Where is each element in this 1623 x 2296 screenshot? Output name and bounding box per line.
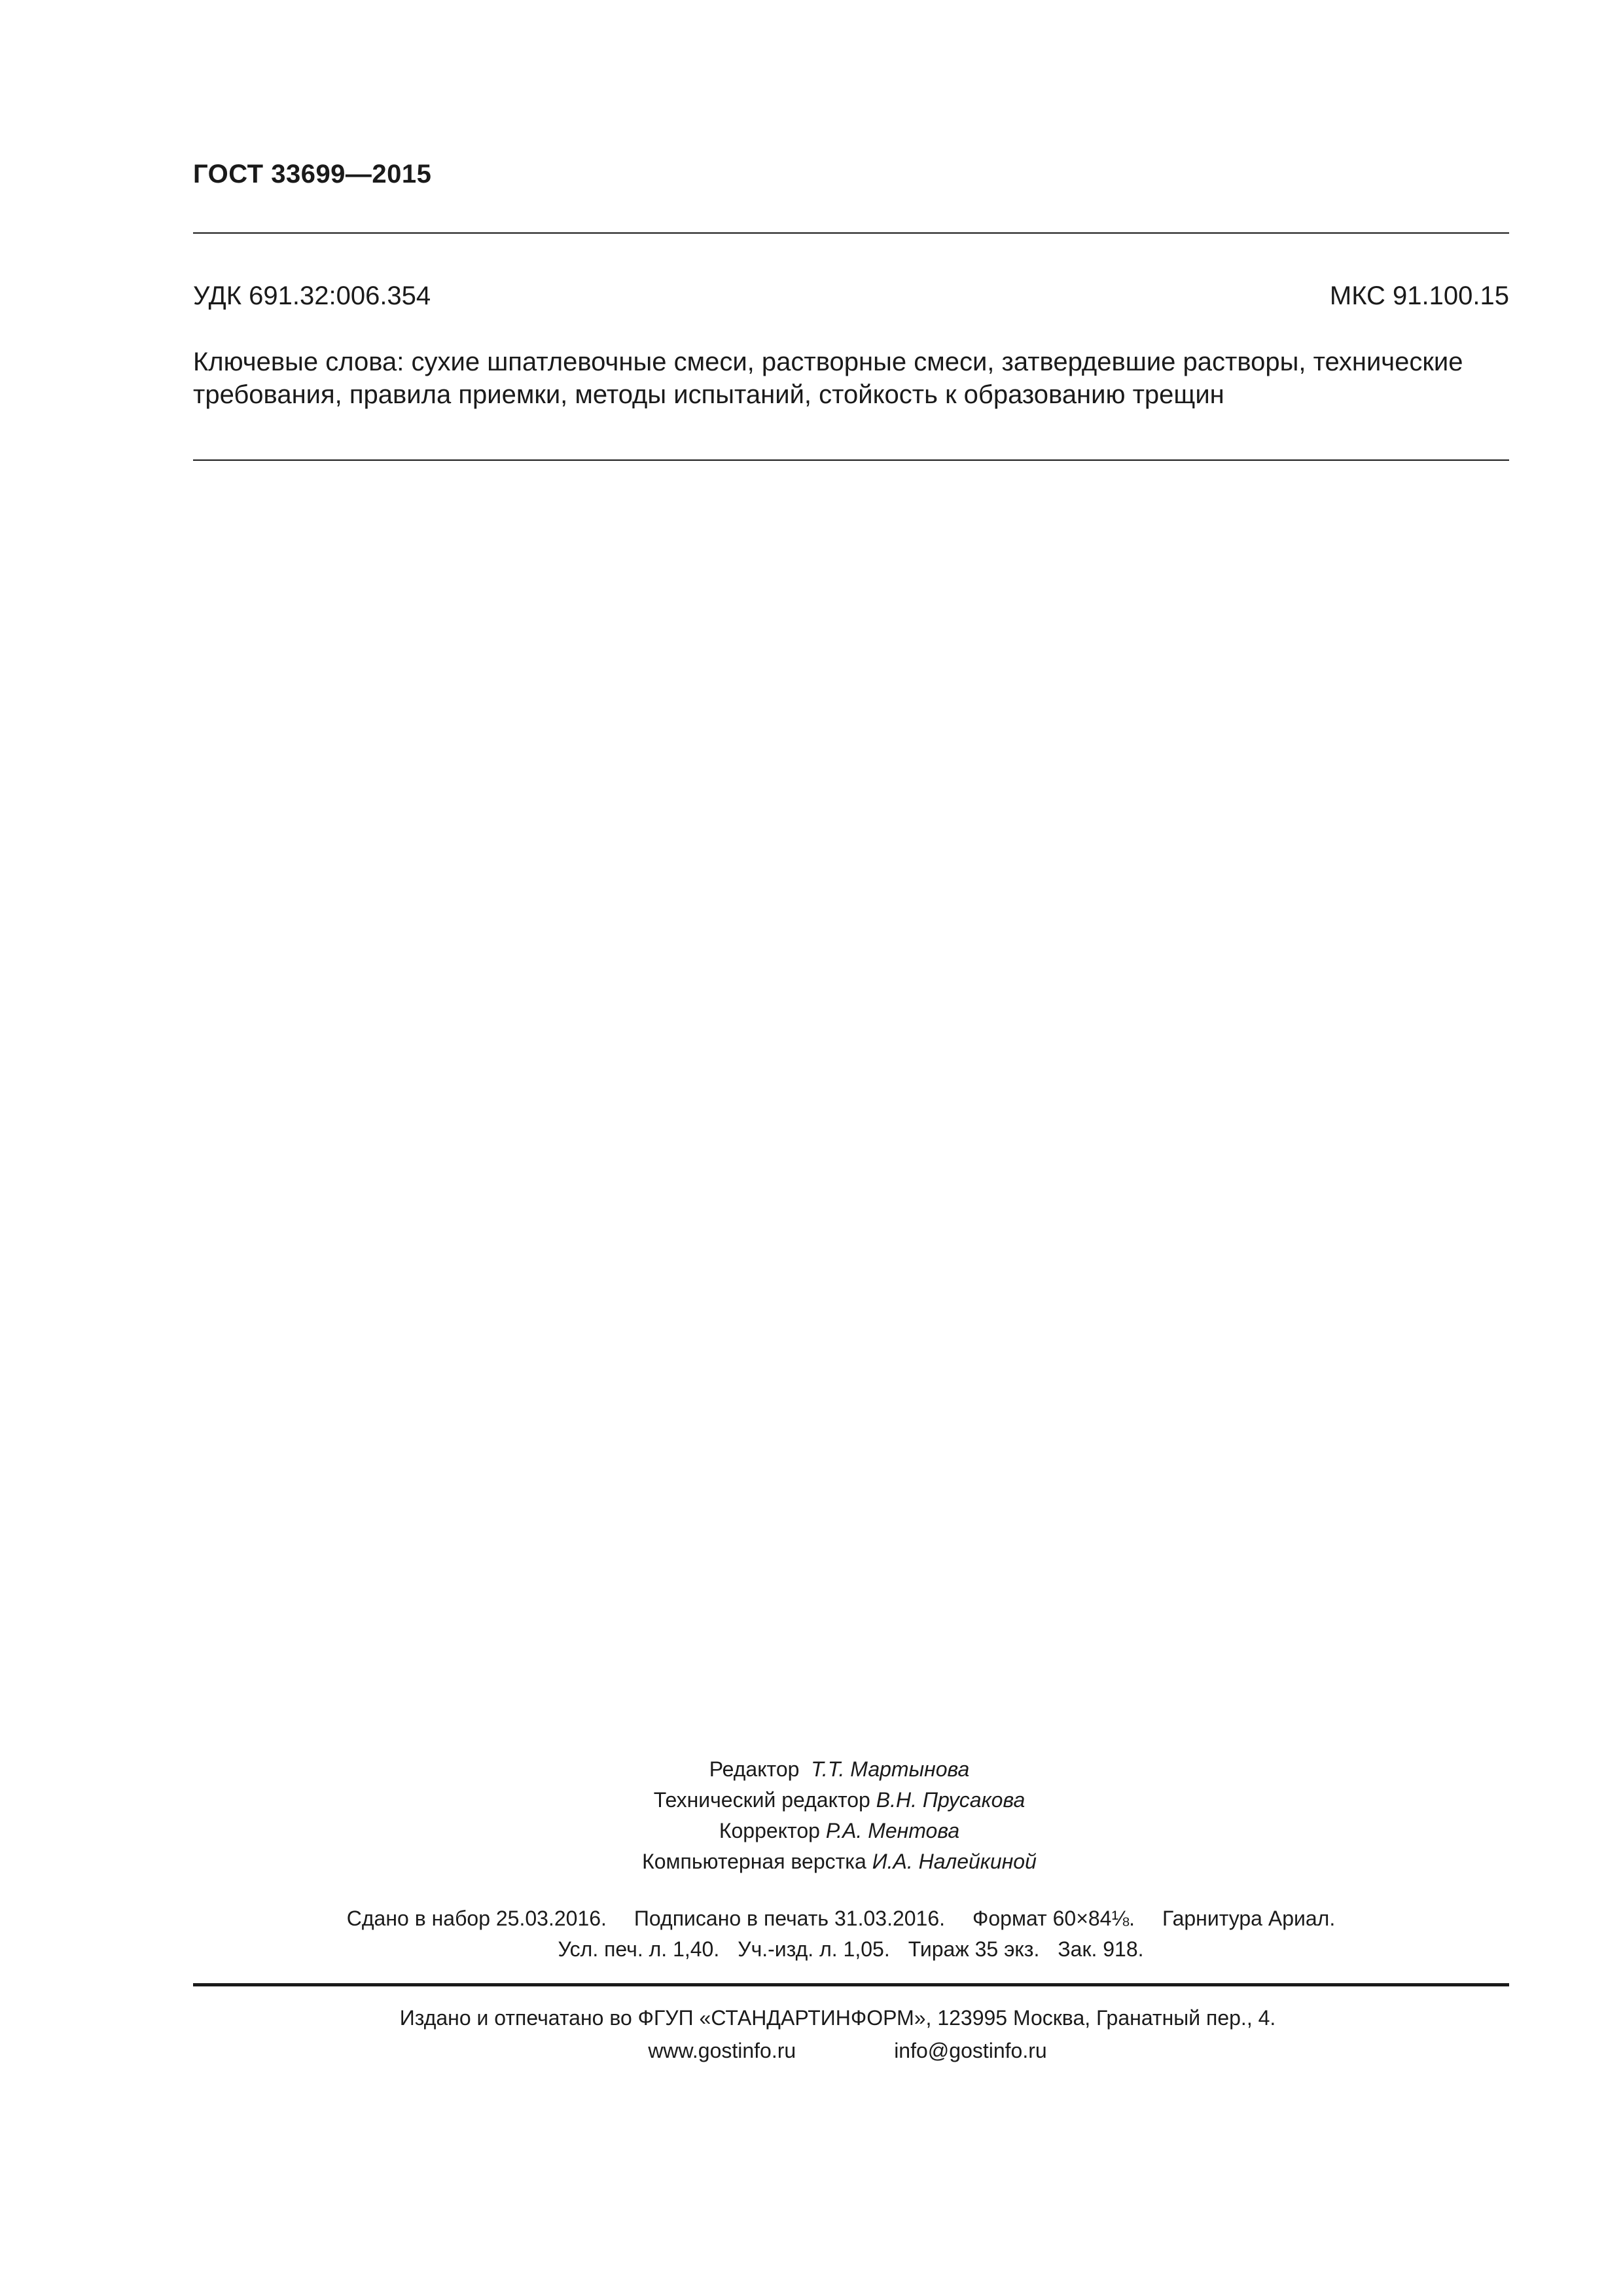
publisher-contacts [0,2034,1623,2067]
publisher-sheets: Уч.-изд. л. 1,05. [738,1937,890,1961]
footer-divider [193,1983,1509,1986]
printed-sheets: Усл. печ. л. 1,40. [558,1937,720,1961]
publisher-imprint: Издано и отпечатано во ФГУП «СТАНДАРТИНФОРМ», 123995 Москва, Гранатный пер., 4. [399,2006,1276,2030]
print-info-row-1 [0,1903,1623,1934]
udk-code: УДК 691.32:006.354 [193,281,431,310]
keywords-text: Ключевые слова: сухие шпатлевочные смеси, растворные смеси, затвердевшие растворы, технические требования, правила приемки, методы испытаний, стойкость к образованию трещин [193,348,1463,409]
typeface: Гарнитура Ариал. [1162,1907,1336,1930]
print-info-block [0,1903,1623,1965]
circulation: Тираж 35 экз. [908,1937,1040,1961]
print-info-row-2 [0,1934,1623,1965]
keywords-divider [193,459,1509,461]
publisher-email[interactable]: info@gostinfo.ru [894,2039,1047,2062]
credit-layout [0,1846,1623,1877]
credit-tech-editor [0,1785,1623,1816]
publisher-block [0,2001,1623,2067]
credit-layout-label: Компьютерная верстка [642,1850,866,1873]
mks-code: МКС 91.100.15 [1329,281,1509,310]
signed-date: Подписано в печать 31.03.2016. [633,1907,946,1930]
submitted-date: Сдано в набор 25.03.2016. [346,1907,607,1930]
paper-format: Формат 60×84⅛. [972,1907,1135,1930]
credit-tech-editor-name: В.Н. Прусакова [876,1788,1026,1812]
credit-layout-name: И.А. Налейкиной [872,1850,1037,1873]
order-number: Зак. 918. [1058,1937,1144,1961]
credits-block [0,1754,1623,1877]
credit-editor-label: Редактор [709,1757,800,1781]
credit-editor [0,1754,1623,1785]
header-divider [193,232,1509,234]
credit-tech-editor-label: Технический редактор [653,1788,870,1812]
credit-editor-name: Т.Т. Мартынова [811,1757,970,1781]
publisher-website[interactable]: www.gostinfo.ru [648,2039,796,2062]
credit-corrector [0,1816,1623,1846]
document-code: ГОСТ 33699—2015 [193,160,432,188]
credit-corrector-name: Р.А. Ментова [825,1819,960,1842]
credit-corrector-label: Корректор [719,1819,820,1842]
